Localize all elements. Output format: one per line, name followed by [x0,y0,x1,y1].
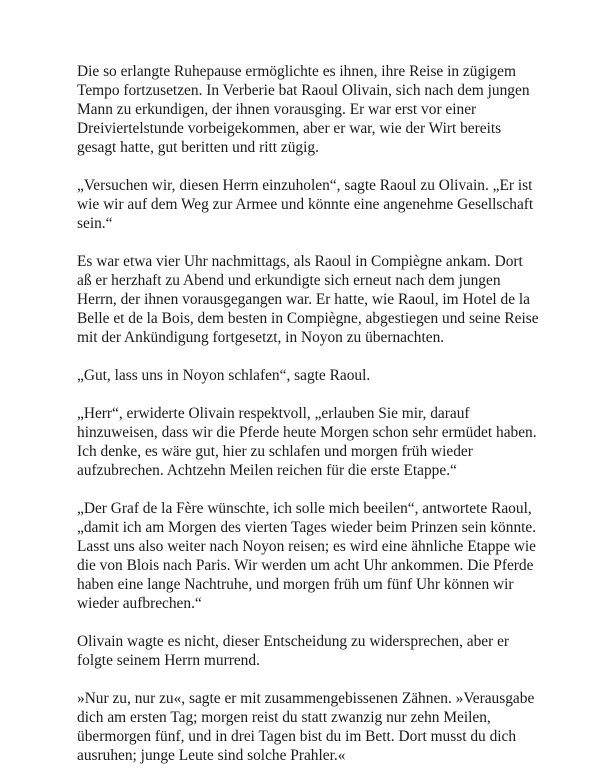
paragraph-5: „Herr“, erwiderte Olivain respektvoll, „erlauben Sie mir, darauf hinzuweisen, dass wir die Pferde heute Morgen schon sehr ermüdet haben. Ich denke, es wäre gut, hier zu schlafen und morgen früh wieder aufzubrechen. Achtzehn Meilen reichen für die erste Etappe.“ [77,405,537,479]
paragraph-7: Olivain wagte es nicht, dieser Entscheidung zu widersprechen, aber er folgte seinem Herrn murrend. [77,633,510,669]
paragraph-2: „Versuchen wir, diesen Herrn einzuholen“, sagte Raoul zu Olivain. „Er ist wie wir auf dem Weg zur Armee und könnte eine angenehme Gesellschaft sein.“ [77,177,534,232]
paragraph-4: „Gut, lass uns in Noyon schlafen“, sagte Raoul. [77,367,371,384]
paragraph-3: Es war etwa vier Uhr nachmittags, als Raoul in Compiègne ankam. Dort aß er herzhaft zu Abend und erkundigte sich erneut nach dem jungen Herrn, der ihnen vorausgegangen war. Er hatte, wie Raoul, im Hotel de la Belle et de la Bois, dem besten in Compiègne, abgestiegen und seine Reise mit der Ankündigung fortgesetzt, in Noyon zu übernachten. [77,253,539,346]
paragraph-8: »Nur zu, nur zu«, sagte er mit zusammengebissenen Zähnen. »Verausgabe dich am ersten Tag; morgen reist du statt zwanzig nur zehn Meilen, übermorgen fünf, und in drei Tagen bist du im Bett. Dort musst du dich ausruhen; junge Leute sind solche Prahler.« [77,690,535,764]
paragraph-6: „Der Graf de la Fère wünschte, ich solle mich beeilen“, antwortete Raoul, „damit ich am Morgen des vierten Tages wieder beim Prinzen sein könnte. Lasst uns also weiter nach Noyon reisen; es wird eine ähnliche Etappe wie die von Blois nach Paris. Wir werden um acht Uhr ankommen. Die Pferde haben eine lange Nachtruhe, und morgen früh um fünf Uhr können wir wieder aufbrechen.“ [77,500,537,612]
paragraph-1: Die so erlangte Ruhepause ermöglichte es ihnen, ihre Reise in zügigem Tempo fortzusetzen. In Verberie bat Raoul Olivain, sich nach dem jungen Mann zu erkundigen, der ihnen vorausging. Er war erst vor einer Dreiviertelstunde vorbeigekommen, aber er war, wie der Wirt bereits gesagt hatte, gut beritten und ritt zügig. [77,63,530,156]
document-page [77,62,539,784]
